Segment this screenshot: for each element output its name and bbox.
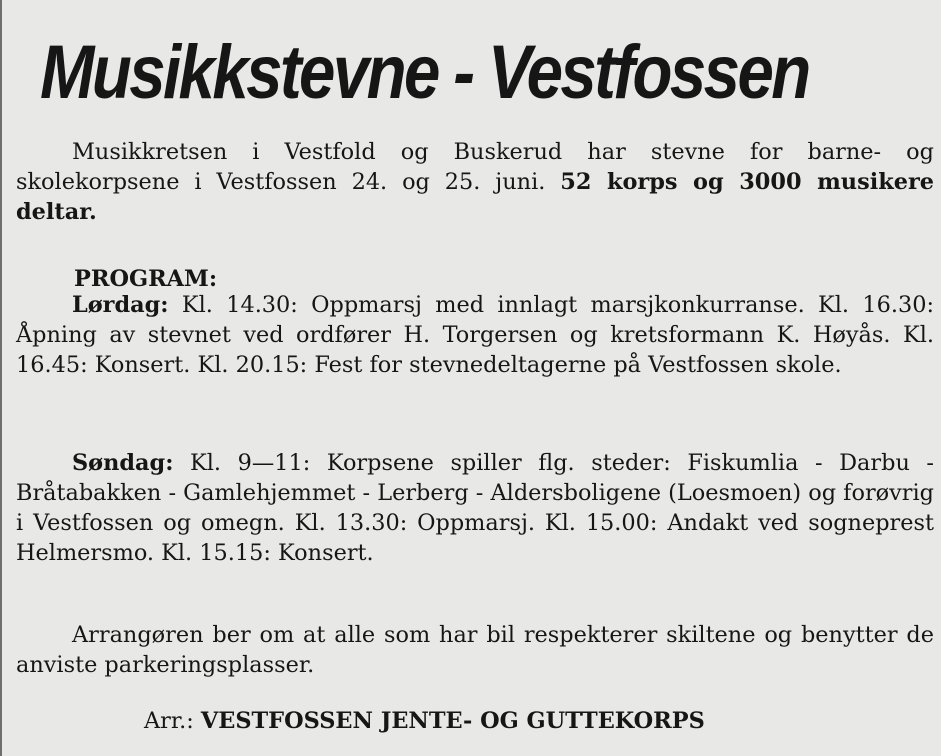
sunday-label: Søndag: (72, 450, 174, 476)
organizer-line (144, 706, 705, 736)
parking-paragraph: Arrangøren ber om at alle som har bil respekterer skiltene og benytter de anviste parkeringsplasser. (16, 622, 934, 678)
intro-text: Musikkretsen i Vestfold og Buskerud har stevne for barne- og skolekorpsene i Vestfossen 24. og 25. juni. (16, 139, 934, 195)
intro-highlight: 52 korps og 3000 musikere deltar. (16, 169, 935, 225)
intro-paragraph (16, 137, 934, 227)
headline: Musikkstevne - Vestfossen (40, 30, 809, 115)
organizer-name: VESTFOSSEN JENTE- OG GUTTEKORPS (200, 708, 705, 734)
sunday-text: Kl. 9—11: Korpsene spiller flg. steder: Fiskumlia - Darbu - Bråtabakken - Gamlehjemmet - Lerberg - Aldersboligene (Loesmoen) og forøvrig i Vestfossen og omegn. Kl. 13.30: Oppmarsj. Kl. 15.00: Andakt ved sogneprest Helmersmo. Kl. 15.15: Konsert. (16, 450, 934, 566)
saturday-label: Lørdag: (72, 292, 169, 318)
saturday-text: Kl. 14.30: Oppmarsj med innlagt marsjkonkurranse. Kl. 16.30: Åpning av stevnet ved ordfører H. Torgersen og kretsformann K. Høyås. Kl. 16.45: Konsert. Kl. 20.15: Fest for stevnedeltagerne på Vestfossen skole. (16, 292, 934, 378)
organizer-prefix: Arr.: (144, 708, 201, 734)
program-heading: PROGRAM: (74, 266, 218, 292)
saturday-paragraph (16, 290, 934, 380)
sunday-paragraph (16, 448, 934, 568)
